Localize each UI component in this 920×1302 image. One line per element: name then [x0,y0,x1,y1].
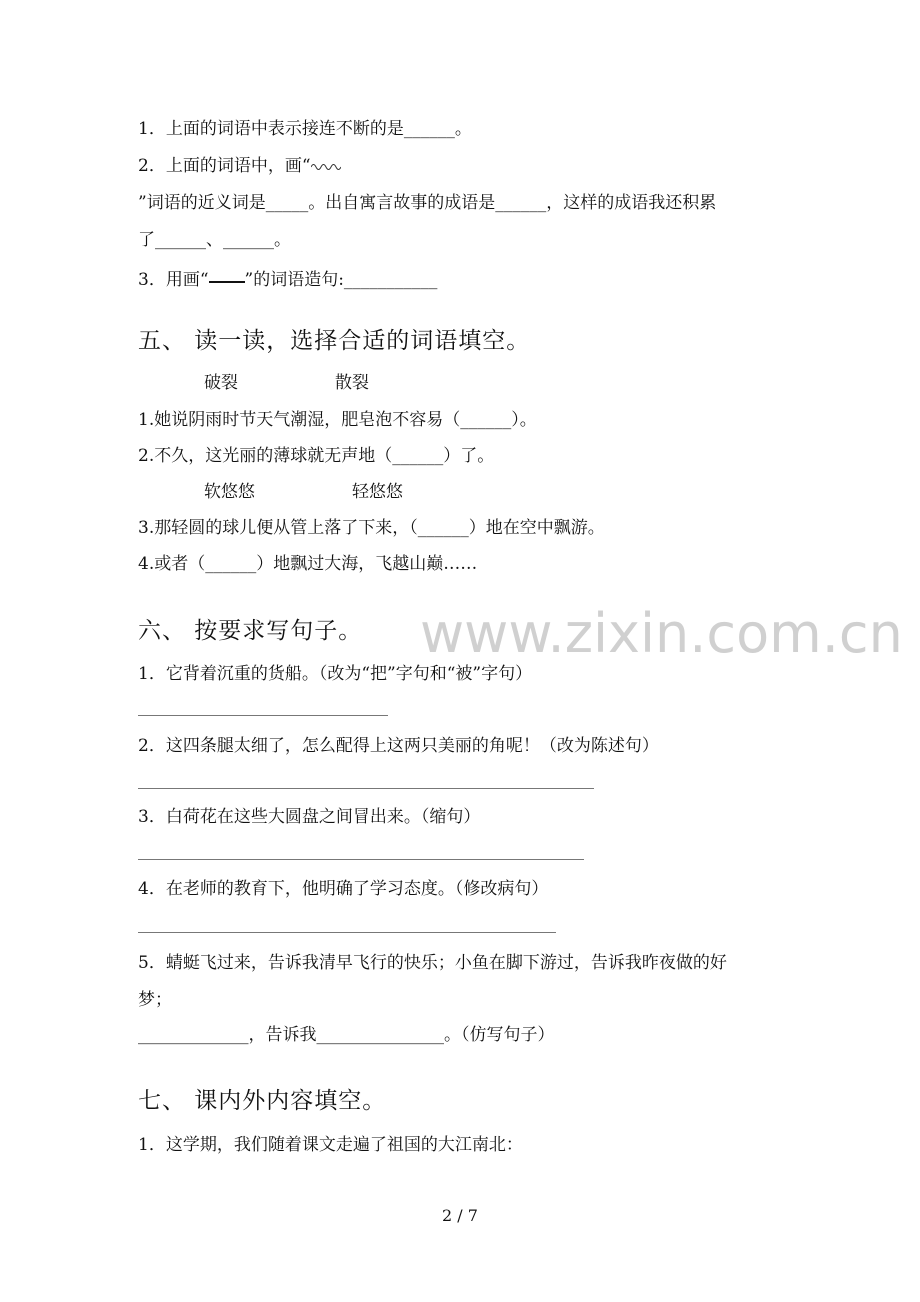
section-5-heading: 五、 读一读，选择合适的词语填空。 [138,328,531,354]
wavy-underline-icon [311,160,341,170]
q4-item-2-prefix: 2．上面的词语中，画“ [138,156,311,176]
q4-item-1: 1．上面的词语中表示接连不断的是______。 [138,119,472,139]
q4-item-3-prefix: 3．用画“ [138,270,209,290]
q4-item-2 [138,155,341,177]
s5-item-4: 4.或者（______）地飘过大海，飞越山巅…… [138,554,478,574]
word-option-3: 软悠悠 [204,482,255,502]
s5-item-1: 1.她说阴雨时节天气潮湿，肥皂泡不容易（______）。 [138,410,537,430]
s6-item-5-fill: _____________，告诉我_______________。（仿写句子） [138,1025,555,1045]
q4-item-2-line2: ”词语的近义词是_____。出自寓言故事的成语是______，这样的成语我还积累 [138,193,717,213]
s6-item-1: 1．它背着沉重的货船。（改为“把”字句和“被”字句） [138,664,533,684]
s6-item-4: 4．在老师的教育下，他明确了学习态度。（修改病句） [138,879,549,899]
word-option-4: 轻悠悠 [352,482,403,502]
s6-item-5: 5．蜻蜓飞过来，告诉我清早飞行的快乐；小鱼在脚下游过，告诉我昨夜做的好 [138,953,727,973]
watermark: www.zixin.com.cn [420,602,903,665]
word-option-1: 破裂 [204,373,238,393]
s5-item-2: 2.不久，这光丽的薄球就无声地（______）了。 [138,446,495,466]
q4-item-2-line3: 了______、______。 [138,230,291,250]
s5-item-3: 3.那轻圆的球儿便从管上落了下来，（______）地在空中飘游。 [138,518,605,538]
answer-line-1 [138,715,388,716]
answer-line-4 [138,932,556,933]
s6-item-5-line2: 梦； [138,990,172,1010]
section-7-heading: 七、 课内外内容填空。 [138,1088,387,1114]
word-option-2: 散裂 [335,373,369,393]
s6-item-3: 3．白荷花在这些大圆盘之间冒出来。（缩句） [138,807,481,827]
s7-item-1: 1．这学期，我们随着课文走遍了祖国的大江南北： [138,1135,523,1155]
s6-item-2: 2．这四条腿太细了，怎么配得上这两只美丽的角呢！（改为陈述句） [138,736,659,756]
q4-item-3-suffix: ”的词语造句:___________ [244,270,438,290]
answer-line-2 [138,788,594,789]
section-6-heading: 六、 按要求写句子。 [138,618,363,644]
answer-line-3 [138,859,584,860]
q4-item-3 [138,267,437,291]
bold-underline-icon [209,267,245,283]
page-number: 2 / 7 [442,1206,478,1225]
